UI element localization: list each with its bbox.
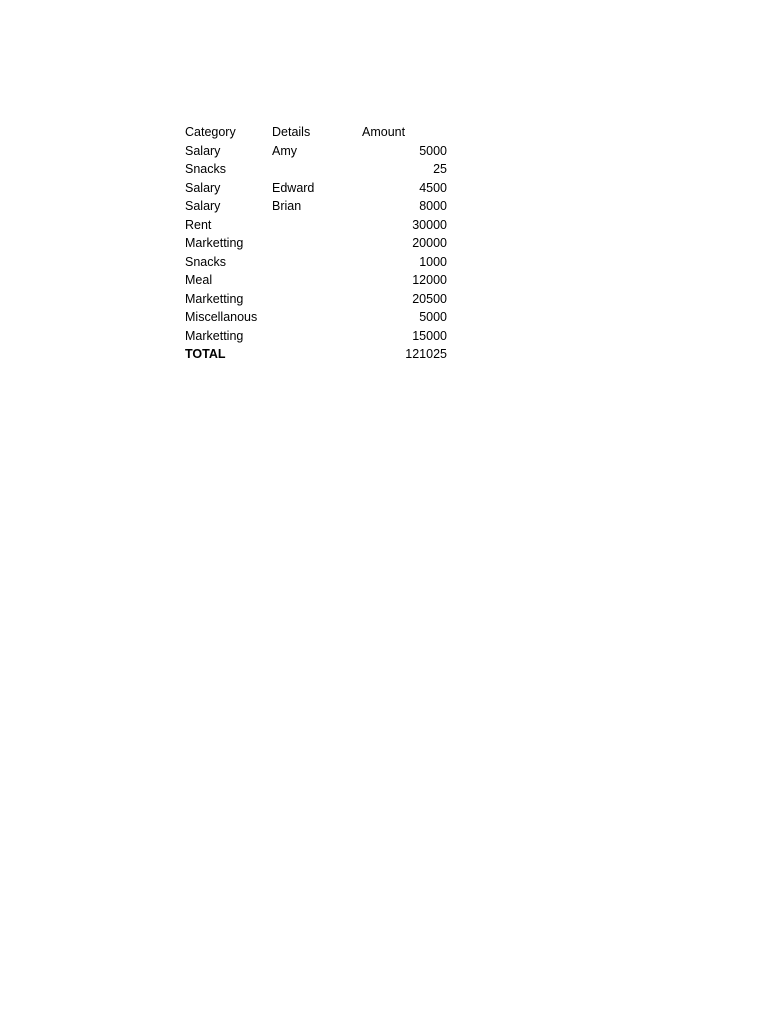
cell-category: Marketting xyxy=(185,328,244,343)
table-row xyxy=(185,308,447,327)
table-row xyxy=(185,327,447,346)
cell-amount: 1000 xyxy=(419,254,447,269)
table-row xyxy=(185,271,447,290)
cell-category: Meal xyxy=(185,273,213,287)
table-row xyxy=(185,179,447,198)
expense-sheet xyxy=(185,123,447,364)
cell-details xyxy=(272,290,362,309)
cell-details xyxy=(272,234,362,253)
total-details-empty xyxy=(272,345,362,364)
cell-details xyxy=(272,308,362,327)
header-amount: Amount xyxy=(362,125,406,139)
total-amount: 121025 xyxy=(405,347,447,361)
cell-amount: 5000 xyxy=(419,143,447,158)
cell-details: Brian xyxy=(272,199,302,213)
cell-details xyxy=(272,253,362,272)
expense-table xyxy=(185,123,447,364)
cell-amount: 30000 xyxy=(412,217,447,232)
cell-amount: 5000 xyxy=(419,310,447,324)
cell-category: Snacks xyxy=(185,254,226,269)
cell-details xyxy=(272,160,362,179)
table-row xyxy=(185,234,447,253)
cell-category: Miscellanous xyxy=(185,310,258,324)
header-category: Category xyxy=(185,125,236,139)
cell-details xyxy=(272,216,362,235)
total-row xyxy=(185,345,447,364)
cell-amount: 8000 xyxy=(419,199,447,213)
cell-category: Snacks xyxy=(185,162,226,176)
cell-amount: 25 xyxy=(433,162,447,176)
cell-amount: 12000 xyxy=(412,273,447,287)
header-details: Details xyxy=(272,125,311,139)
table-row xyxy=(185,290,447,309)
cell-amount: 20000 xyxy=(412,236,447,250)
header-row xyxy=(185,123,447,142)
cell-details xyxy=(272,271,362,290)
table-row xyxy=(185,142,447,161)
cell-category: Rent xyxy=(185,217,212,232)
cell-category: Salary xyxy=(185,143,221,158)
table-row xyxy=(185,216,447,235)
cell-category: Salary xyxy=(185,180,221,195)
cell-details xyxy=(272,327,362,346)
cell-amount: 20500 xyxy=(412,291,447,306)
cell-details: Amy xyxy=(272,143,297,158)
table-row xyxy=(185,160,447,179)
total-label: TOTAL xyxy=(185,347,226,361)
table-row xyxy=(185,253,447,272)
cell-details: Edward xyxy=(272,180,315,195)
table-row xyxy=(185,197,447,216)
cell-amount: 4500 xyxy=(419,180,447,195)
cell-category: Marketting xyxy=(185,236,244,250)
cell-amount: 15000 xyxy=(412,328,447,343)
cell-category: Marketting xyxy=(185,291,244,306)
cell-category: Salary xyxy=(185,199,221,213)
